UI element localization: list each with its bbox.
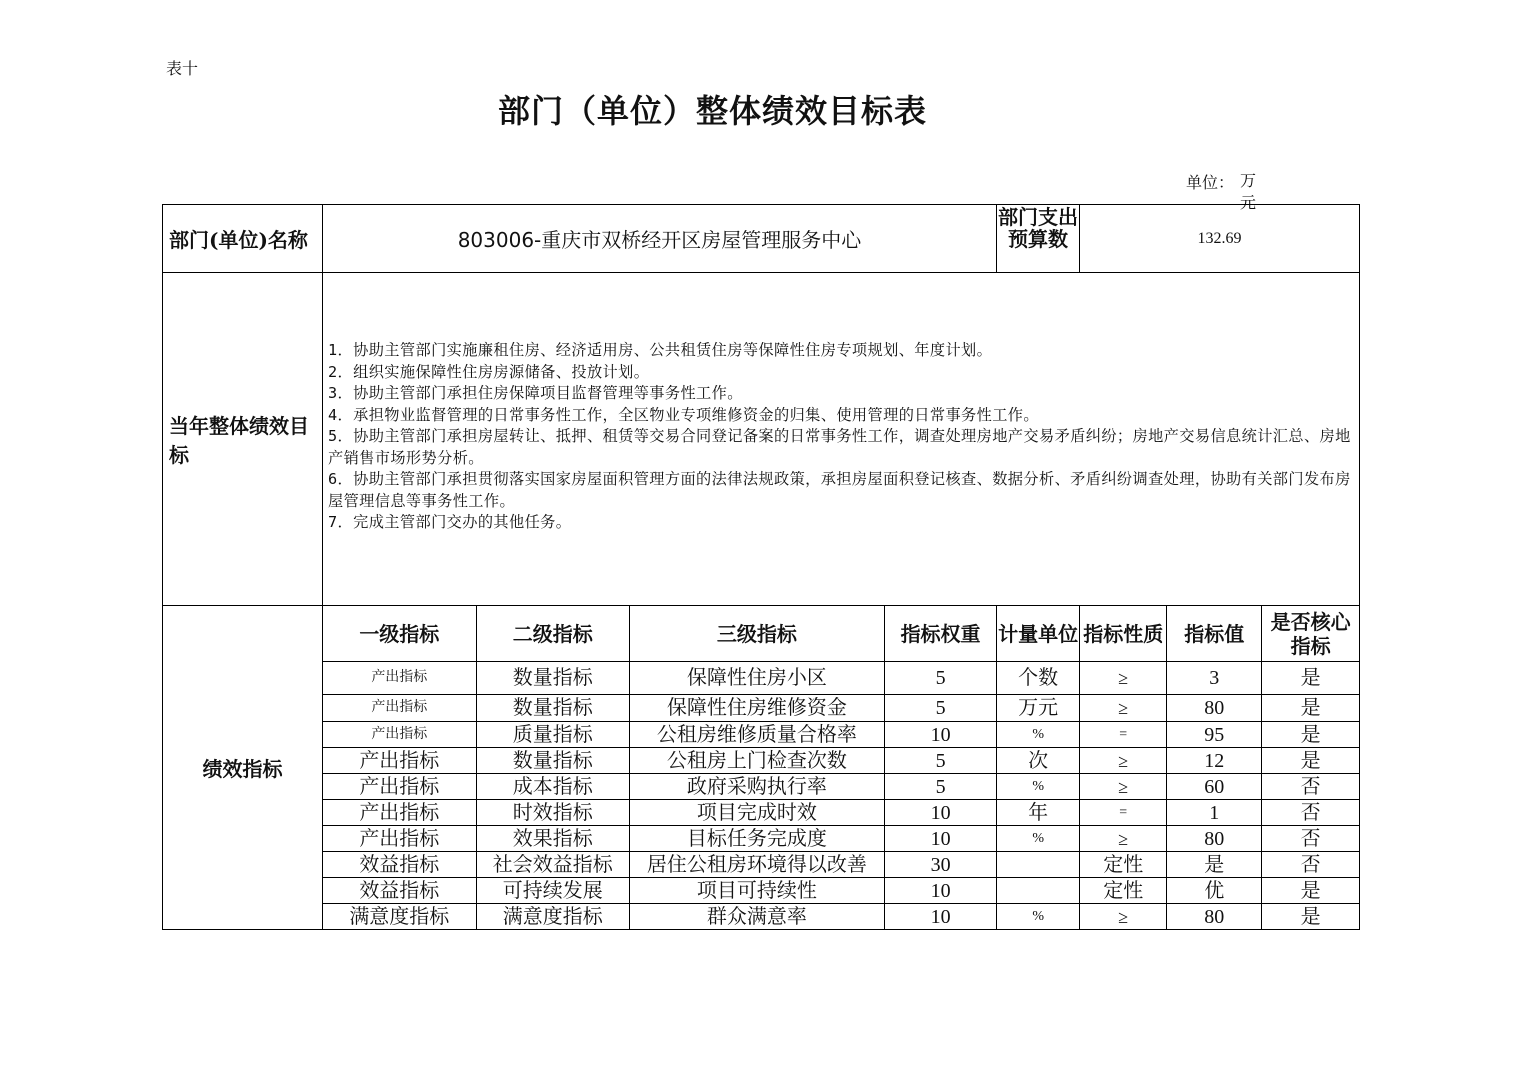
cell-nature: = (1080, 800, 1167, 826)
cell-value: 12 (1167, 748, 1262, 774)
table-row (323, 904, 1359, 930)
cell-level2: 满意度指标 (476, 904, 629, 930)
header-level3: 三级指标 (629, 606, 884, 662)
kpi-label: 绩效指标 (163, 606, 323, 930)
cell-level3: 公租房维修质量合格率 (629, 722, 884, 748)
cell-core: 是 (1262, 904, 1359, 930)
table-row (323, 695, 1359, 722)
cell-value: 60 (1167, 774, 1262, 800)
cell-core: 是 (1262, 748, 1359, 774)
cell-nature: ≥ (1080, 904, 1167, 930)
cell-weight: 10 (885, 826, 997, 852)
cell-unit: % (997, 904, 1080, 930)
goal-item: 3．协助主管部门承担住房保障项目监督管理等事务性工作。 (328, 384, 743, 403)
cell-core: 是 (1262, 695, 1359, 722)
cell-level1: 产出指标 (323, 748, 476, 774)
table-row (323, 774, 1359, 800)
cell-core: 否 (1262, 852, 1359, 878)
performance-goal-table (162, 204, 1360, 930)
cell-level2: 效果指标 (476, 826, 629, 852)
header-core: 是否核心指标 (1262, 606, 1359, 662)
cell-nature: ≥ (1080, 774, 1167, 800)
dept-row (163, 205, 1360, 273)
cell-weight: 10 (885, 904, 997, 930)
cell-value: 80 (1167, 904, 1262, 930)
cell-level1: 产出指标 (323, 662, 476, 695)
cell-level3: 保障性住房维修资金 (629, 695, 884, 722)
cell-core: 是 (1262, 662, 1359, 695)
budget-label: 部门支出预算数 (998, 204, 1078, 251)
cell-level1: 产出指标 (323, 826, 476, 852)
goals-content (323, 273, 1360, 606)
cell-unit: 年 (997, 800, 1080, 826)
header-weight: 指标权重 (885, 606, 997, 662)
cell-level2: 数量指标 (476, 695, 629, 722)
cell-unit: % (997, 774, 1080, 800)
cell-level2: 时效指标 (476, 800, 629, 826)
table-row (323, 878, 1359, 904)
cell-nature: = (1080, 722, 1167, 748)
cell-level3: 居住公租房环境得以改善 (629, 852, 884, 878)
table-row (323, 662, 1359, 695)
cell-level3: 群众满意率 (629, 904, 884, 930)
goal-item: 4．承担物业监督管理的日常事务性工作，全区物业专项维修资金的归集、使用管理的日常事务性工作。 (328, 405, 1039, 424)
dept-name-value: 803006-重庆市双桥经开区房屋管理服务中心 (323, 205, 997, 273)
header-level2: 二级指标 (476, 606, 629, 662)
cell-unit: % (997, 722, 1080, 748)
unit-value: 万元 (1240, 171, 1257, 212)
cell-level3: 保障性住房小区 (629, 662, 884, 695)
cell-value: 3 (1167, 662, 1262, 695)
cell-level3: 项目可持续性 (629, 878, 884, 904)
cell-level2: 质量指标 (476, 722, 629, 748)
goal-item: 6．协助主管部门承担贯彻落实国家房屋面积管理方面的法律法规政策，承担房屋面积登记核查、数据分析、矛盾纠纷调查处理，协助有关部门发布房屋管理信息等事务性工作。 (328, 470, 1351, 510)
cell-nature: ≥ (1080, 748, 1167, 774)
cell-unit (997, 852, 1080, 878)
cell-level1: 产出指标 (323, 800, 476, 826)
cell-level1: 效益指标 (323, 852, 476, 878)
cell-weight: 10 (885, 722, 997, 748)
cell-unit: % (997, 826, 1080, 852)
table-row (323, 800, 1359, 826)
cell-level3: 政府采购执行率 (629, 774, 884, 800)
goal-item: 2．组织实施保障性住房房源储备、投放计划。 (328, 362, 650, 381)
cell-level1: 产出指标 (323, 722, 476, 748)
cell-unit: 次 (997, 748, 1080, 774)
table-row (323, 852, 1359, 878)
table-number-label: 表十 (166, 59, 199, 78)
cell-unit: 万元 (997, 695, 1080, 722)
cell-level3: 公租房上门检查次数 (629, 748, 884, 774)
cell-value: 95 (1167, 722, 1262, 748)
cell-unit (997, 878, 1080, 904)
table-row (323, 826, 1359, 852)
header-nature: 指标性质 (1080, 606, 1167, 662)
goals-row (163, 273, 1360, 606)
cell-level1: 产出指标 (323, 695, 476, 722)
table-row (323, 722, 1359, 748)
cell-value: 80 (1167, 695, 1262, 722)
cell-unit: 个数 (997, 662, 1080, 695)
cell-value: 1 (1167, 800, 1262, 826)
kpi-table (323, 606, 1359, 929)
unit-label: 单位： (1186, 173, 1235, 192)
cell-core: 否 (1262, 774, 1359, 800)
cell-core: 是 (1262, 722, 1359, 748)
cell-level2: 数量指标 (476, 662, 629, 695)
cell-level1: 产出指标 (323, 774, 476, 800)
cell-level2: 数量指标 (476, 748, 629, 774)
goal-item: 1．协助主管部门实施廉租住房、经济适用房、公共租赁住房等保障性住房专项规划、年度计划。 (328, 341, 993, 360)
cell-nature: ≥ (1080, 662, 1167, 695)
cell-level2: 可持续发展 (476, 878, 629, 904)
cell-value: 80 (1167, 826, 1262, 852)
page-title: 部门（单位）整体绩效目标表 (497, 92, 927, 130)
budget-value: 132.69 (1080, 205, 1360, 273)
cell-value: 优 (1167, 878, 1262, 904)
cell-weight: 10 (885, 800, 997, 826)
kpi-row (163, 606, 1360, 930)
goal-item: 5．协助主管部门承担房屋转让、抵押、租赁等交易合同登记备案的日常事务性工作，调查处理房地产交易矛盾纠纷；房地产交易信息统计汇总、房地产销售市场形势分析。 (328, 427, 1351, 467)
kpi-header-row (323, 606, 1359, 662)
cell-core: 否 (1262, 826, 1359, 852)
cell-nature: 定性 (1080, 852, 1167, 878)
cell-weight: 5 (885, 695, 997, 722)
goals-list (328, 340, 1355, 534)
cell-level1: 效益指标 (323, 878, 476, 904)
goals-label: 当年整体绩效目标 (163, 273, 323, 606)
cell-nature: ≥ (1080, 826, 1167, 852)
cell-level2: 社会效益指标 (476, 852, 629, 878)
cell-weight: 5 (885, 662, 997, 695)
cell-nature: ≥ (1080, 695, 1167, 722)
cell-core: 否 (1262, 800, 1359, 826)
header-value: 指标值 (1167, 606, 1262, 662)
goal-item: 7．完成主管部门交办的其他任务。 (328, 513, 572, 532)
table-row (323, 748, 1359, 774)
cell-weight: 5 (885, 774, 997, 800)
dept-name-label: 部门(单位)名称 (163, 205, 323, 273)
cell-level1: 满意度指标 (323, 904, 476, 930)
header-unit: 计量单位 (997, 606, 1080, 662)
header-level1: 一级指标 (323, 606, 476, 662)
cell-value: 是 (1167, 852, 1262, 878)
cell-nature: 定性 (1080, 878, 1167, 904)
cell-weight: 10 (885, 878, 997, 904)
cell-level3: 目标任务完成度 (629, 826, 884, 852)
kpi-table-cell (323, 606, 1360, 930)
cell-level3: 项目完成时效 (629, 800, 884, 826)
cell-core: 是 (1262, 878, 1359, 904)
budget-label-cell (997, 205, 1080, 273)
cell-weight: 5 (885, 748, 997, 774)
cell-level2: 成本指标 (476, 774, 629, 800)
cell-weight: 30 (885, 852, 997, 878)
